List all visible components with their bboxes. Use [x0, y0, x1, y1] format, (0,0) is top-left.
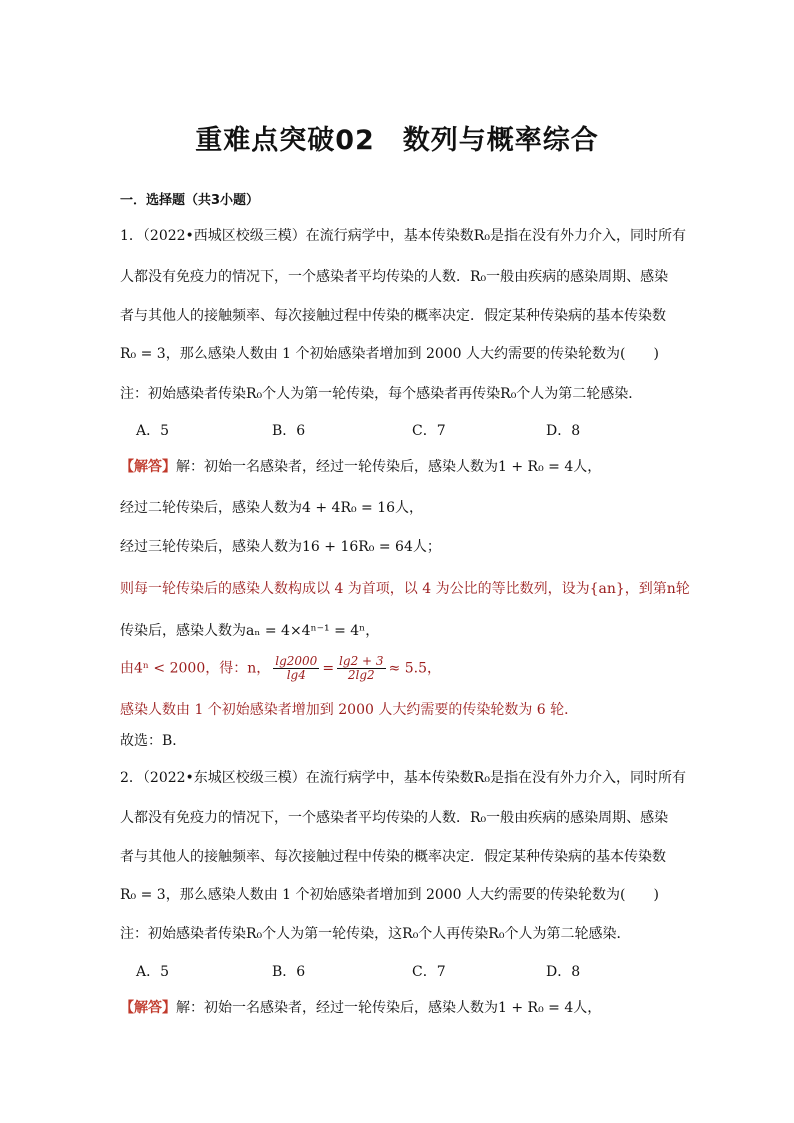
- q1-line-3: 者与其他人的接触频率、每次接触过程中传染的概率决定．假定某种传染病的基本传染数: [120, 308, 666, 324]
- q1-line-1: 1．（2022•西城区校级三模）在流行病学中，基本传染数R₀是指在没有外力介入，同时所有: [120, 228, 686, 244]
- q1-answer-choice: 故选：B．: [120, 733, 187, 749]
- q1-a6-suffix: ≈ 5.5，: [388, 660, 441, 677]
- q1-answer-line-5: 传染后，感染人数为aₙ = 4×4ⁿ⁻¹ = 4ⁿ，: [120, 623, 380, 639]
- section-heading: 一．选择题（共3小题）: [120, 193, 260, 208]
- fraction-2-num: lg2 + 3: [339, 654, 384, 668]
- q2-answer-tag: 【解答】: [120, 1000, 176, 1016]
- q1-answer-line-4: 则每一轮传染后的感染人数构成以 4 为首项，以 4 为公比的等比数列，设为{an}，到第n轮: [120, 581, 690, 597]
- q1-answer-line-1: [120, 456, 601, 476]
- q1-answer-line-3: 经过三轮传染后，感染人数为16 + 16R₀ = 64人；: [120, 539, 441, 555]
- q2-line-2: 人都没有免疫力的情况下，一个感染者平均传染的人数．R₀一般由疾病的感染周期、感染: [120, 810, 669, 826]
- q1-option-c: C．7: [412, 423, 446, 439]
- q1-answer-text-1: 解：初始一名感染者，经过一轮传染后，感染人数为1 + R₀ = 4人，: [176, 459, 602, 475]
- q2-option-a: A．5: [136, 964, 170, 980]
- q2-option-d: D．8: [546, 964, 581, 980]
- q2-option-b: B．6: [272, 964, 306, 980]
- fraction-1: [273, 655, 319, 682]
- q2-answer-text-1: 解：初始一名感染者，经过一轮传染后，感染人数为1 + R₀ = 4人，: [176, 1000, 602, 1016]
- q1-answer-line-7: 感染人数由 1 个初始感染者增加到 2000 人大约需要的传染轮数为 6 轮．: [120, 702, 579, 718]
- q2-note: 注：初始感染者传染R₀个人为第一轮传染，这R₀个人再传染R₀个人为第二轮感染．: [120, 926, 631, 942]
- fraction-1-den: lg4: [286, 668, 306, 682]
- q1-option-a: A．5: [136, 423, 170, 439]
- fraction-2-den: 2lg2: [347, 668, 375, 682]
- fraction-2: [337, 655, 385, 682]
- q2-line-1: 2．（2022•东城区校级三模）在流行病学中，基本传染数R₀是指在没有外力介入，同时所有: [120, 770, 686, 786]
- q2-line-4: R₀ = 3，那么感染人数由 1 个初始感染者增加到 2000 人大约需要的传染轮数为( ): [120, 887, 659, 903]
- q2-line-3: 者与其他人的接触频率、每次接触过程中传染的概率决定．假定某种传染病的基本传染数: [120, 849, 666, 865]
- q2-answer-line-1: [120, 997, 601, 1017]
- q1-answer-tag: 【解答】: [120, 459, 176, 475]
- q1-line-4: R₀ = 3，那么感染人数由 1 个初始感染者增加到 2000 人大约需要的传染轮数为( ): [120, 346, 659, 362]
- q1-line-2: 人都没有免疫力的情况下，一个感染者平均传染的人数．R₀一般由疾病的感染周期、感染: [120, 269, 669, 285]
- q1-option-b: B．6: [272, 423, 306, 439]
- page-title: 重难点突破02 数列与概率综合: [195, 125, 599, 156]
- q1-option-d: D．8: [546, 423, 581, 439]
- q1-note: 注：初始感染者传染R₀个人为第一轮传染，每个感染者再传染R₀个人为第二轮感染．: [120, 386, 643, 402]
- q1-a6-prefix: 由4ⁿ < 2000，得：n，: [120, 660, 271, 677]
- fraction-1-num: lg2000: [275, 654, 318, 668]
- q1-answer-line-2: 经过二轮传染后，感染人数为4 + 4R₀ = 16人，: [120, 500, 424, 516]
- q2-option-c: C．7: [412, 964, 446, 980]
- q1-answer-line-6: 由4ⁿ < 2000，得：n， $\frac{\lg 2000}{\lg 4}$ = $\frac{\lg 2 + 3}{2\lg 2}$ ≈ 5.5，: [120, 654, 441, 682]
